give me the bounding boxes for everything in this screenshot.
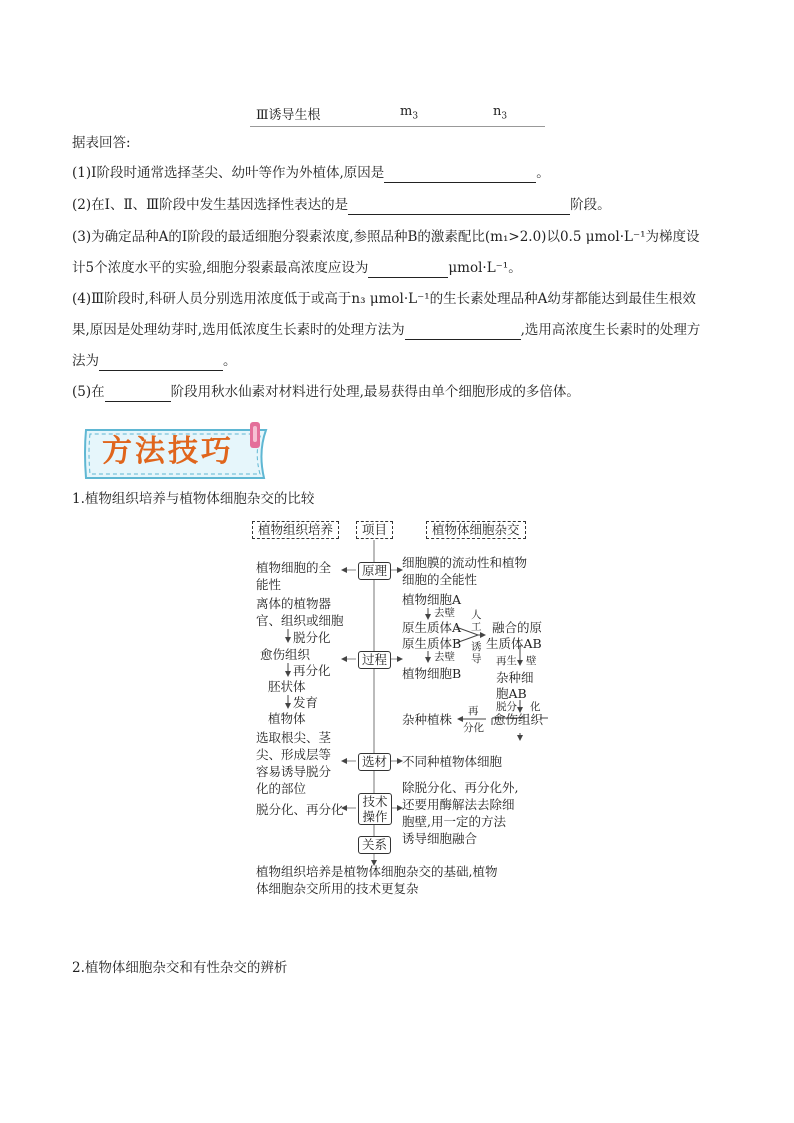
right-process-3: 原生质体A [402, 620, 462, 635]
left-process-3: 脱分化 [293, 630, 331, 645]
answer-blank-1[interactable] [384, 166, 536, 183]
right-process-21: 分化 [463, 722, 484, 734]
question-4-line2: 果,原因是处理幼芽时,选用低浓度生长素时的处理方法为 ,选用高浓度生长素时的处理方 [72, 322, 701, 338]
right-material: 不同种植物体细胞 [402, 754, 503, 769]
right-process-14: 壁 [526, 655, 537, 667]
label-relation: 关系 [358, 836, 391, 854]
left-material-4: 化的部位 [256, 781, 307, 796]
right-process-1: 植物细胞A [402, 592, 462, 607]
section-2-heading: 2.植物体细胞杂交和有性杂交的辨析 [72, 960, 288, 976]
left-principle-2: 能性 [256, 577, 282, 592]
intro-text: 据表回答: [72, 135, 131, 151]
right-process-12: 生质体AB [486, 636, 542, 651]
question-3-line2: 计5个浓度水平的实验,细胞分裂素最高浓度应设为 μmol·L⁻¹。 [72, 260, 522, 276]
question-2: (2)在Ⅰ、Ⅱ、Ⅲ阶段中发生基因选择性表达的是 阶段。 [72, 197, 611, 213]
label-operation: 技术 操作 [358, 793, 392, 825]
relation-text-1: 植物组织培养是植物体细胞杂交的基础,植物 [256, 864, 498, 879]
right-process-10: 导 [471, 653, 482, 665]
comparison-diagram [230, 515, 560, 900]
method-tips-banner [82, 420, 278, 484]
right-operation-1: 除脱分化、再分化外, [402, 780, 519, 795]
right-process-2: 去壁 [434, 607, 455, 619]
left-process-5: 再分化 [293, 663, 331, 678]
left-material-1: 选取根尖、茎 [256, 730, 332, 745]
question-5: (5)在 阶段用秋水仙素对材料进行处理,最易获得由单个细胞形成的多倍体。 [72, 384, 580, 400]
answer-blank-2[interactable] [348, 198, 570, 215]
question-4-line1: (4)Ⅲ阶段时,科研人员分别选用浓度低于或高于n₃ μmol·L⁻¹的生长素处理品种A幼芽都能达到最佳生根效 [72, 291, 696, 307]
header-somatic-hybridization: 植物体细胞杂交 [426, 521, 526, 539]
stage-cell: Ⅲ诱导生根 [256, 108, 321, 123]
n3-cell: $n_3$ [493, 104, 508, 122]
left-process-2: 官、组织或细胞 [256, 613, 344, 628]
right-process-7: 人 [471, 609, 482, 621]
header-item: 项目 [356, 521, 393, 539]
right-process-18: 化 [530, 701, 541, 713]
label-process: 过程 [358, 651, 391, 669]
right-process-22: 愈伤组织 [493, 712, 544, 727]
left-principle-1: 植物细胞的全 [256, 560, 332, 575]
right-process-15: 杂种细 [496, 670, 534, 685]
left-process-4: 愈伤组织 [260, 647, 311, 662]
banner-title: 方法技巧 [102, 434, 234, 469]
right-process-11: 融合的原 [492, 620, 543, 635]
question-1: (1)Ⅰ阶段时通常选择茎尖、幼叶等作为外植体,原因是 。 [72, 165, 550, 181]
right-process-19: 杂种植株 [402, 712, 453, 727]
right-process-16: 胞AB [496, 686, 527, 701]
m3-cell: $m_3$ [400, 104, 419, 122]
right-process-4: 原生质体B [402, 636, 462, 651]
left-process-7: 发育 [293, 695, 319, 710]
right-process-20: 再 [468, 705, 479, 717]
right-operation-2: 还要用酶解法去除细 [402, 797, 515, 812]
question-4-line3: 法为 。 [72, 353, 237, 369]
label-material: 选材 [358, 753, 391, 771]
question-3-line1: (3)为确定品种A的Ⅰ阶段的最适细胞分裂素浓度,参照品种B的激素配比(m₁>2.0)以0.5 μmol·L⁻¹为梯度设 [72, 229, 700, 245]
table-last-row [250, 100, 545, 127]
right-process-8: 工 [471, 621, 482, 633]
answer-blank-4b[interactable] [99, 354, 223, 371]
left-material-2: 尖、形成层等 [256, 747, 332, 762]
section-1-heading: 1.植物组织培养与植物体细胞杂交的比较 [72, 491, 315, 507]
header-tissue-culture: 植物组织培养 [252, 521, 339, 539]
right-operation-3: 胞壁,用一定的方法 [402, 814, 506, 829]
left-process-6: 胚状体 [268, 679, 306, 694]
answer-blank-5[interactable] [105, 385, 171, 402]
right-process-5: 去壁 [434, 651, 455, 663]
left-operation: 脱分化、再分化 [256, 802, 344, 817]
left-material-3: 容易诱导脱分 [256, 764, 332, 779]
right-process-13: 再生 [496, 655, 517, 667]
right-process-6: 植物细胞B [402, 666, 462, 681]
right-operation-4: 诱导细胞融合 [402, 831, 478, 846]
left-process-8: 植物体 [268, 711, 306, 726]
right-process-17: 脱分 [496, 701, 517, 713]
left-process-1: 离体的植物器 [256, 596, 332, 611]
answer-blank-3[interactable] [368, 261, 448, 278]
answer-blank-4a[interactable] [405, 323, 521, 340]
relation-text-2: 体细胞杂交所用的技术更复杂 [256, 881, 419, 896]
right-principle-2: 细胞的全能性 [402, 572, 478, 587]
right-principle-1: 细胞膜的流动性和植物 [402, 555, 528, 570]
right-process-9: 诱 [471, 641, 482, 653]
label-principle: 原理 [358, 562, 391, 580]
